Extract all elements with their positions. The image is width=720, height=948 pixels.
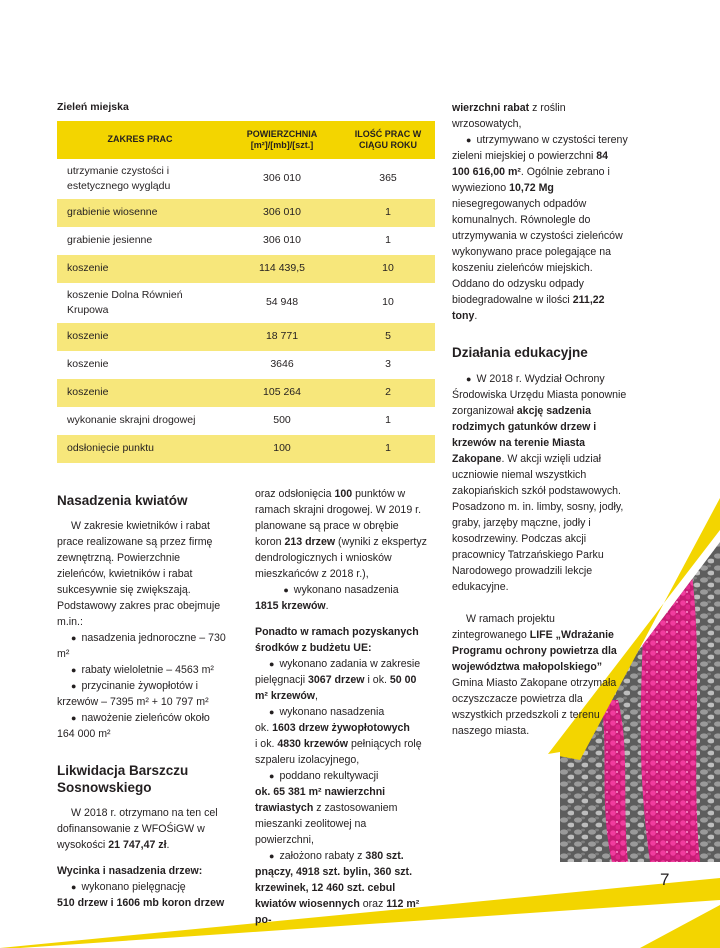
- hogweed-paragraph: [57, 805, 229, 853]
- text: W ramach projektu zintegrowanego: [452, 613, 555, 641]
- row-area: 306 010: [223, 199, 341, 227]
- text: oraz odsłonięcia: [255, 488, 335, 500]
- table-row: [57, 283, 435, 323]
- bullet-tree-care: ● wykonano pielęgnację: [57, 879, 229, 895]
- row-name: koszenie: [57, 379, 223, 407]
- table-header-row: [57, 121, 435, 159]
- table-row: [57, 323, 435, 351]
- bullet-plantings: ● wykonano nasadzenia: [255, 704, 427, 720]
- hedge-trees: [255, 720, 427, 736]
- isolation-shrubs: [255, 736, 427, 768]
- grass-area: ok. 65 381 m² nawierzchni trawiastych: [255, 786, 386, 814]
- bullet-perennials: ● rabaty wieloletnie – 4563 m²: [57, 662, 229, 678]
- trees-care-count: 3067 drzew: [308, 674, 365, 686]
- text: z roślin wrzosowatych,: [452, 102, 566, 130]
- row-area: 500: [273, 414, 291, 427]
- row-name: koszenie: [57, 323, 223, 351]
- text: założono rabaty z: [279, 850, 366, 862]
- works-table: [57, 121, 435, 463]
- points-count: 100: [334, 488, 353, 500]
- bullet-reclamation: ● poddano rekultywacji: [255, 768, 427, 784]
- text: .: [474, 310, 478, 322]
- text: W 2018 r. otrzymano na ten cel dofinansowanie z WFOŚiGW w wysokości: [57, 807, 218, 851]
- middle-column: [255, 486, 427, 928]
- heading-education: Działania edukacyjne: [452, 345, 588, 360]
- text: .: [325, 600, 329, 612]
- row-name: koszenie Dolna Równień Krupowa: [67, 288, 183, 316]
- flowers-paragraph: W zakresie kwietników i rabat prace realizowane są przez firmę zewnętrzną. Powierzchnie zieleńców, kwietników i rabat sukcesywnie się zwiększają. Podstawowy zakres prac obejmuje m.in.:: [57, 520, 221, 628]
- flowerbeds-area: 112 m² po-: [255, 898, 420, 926]
- tree-care-amount: 510 drzew i 1606 mb koron drzew: [57, 897, 225, 909]
- row-name: odsłonięcie punktu: [57, 435, 223, 463]
- row-area: 18 771: [223, 323, 341, 351]
- text: niesegregowanych odpadów komunalnych. Równolegle do utrzymywania w czystości zieleńców wykonywano prace polegające na koszeniu zieleńców miejskich. Oddano do odzysku odpady biodegradowalne w ilości: [452, 198, 623, 306]
- bullet-flowerbeds: [255, 848, 427, 928]
- page-number: 7: [660, 870, 670, 889]
- header-area: POWIERZCHNIA [m²]/[mb]/[szt.]: [223, 121, 341, 159]
- biowaste-amount: 211,22 tony: [452, 294, 605, 322]
- row-area: 54 948: [265, 296, 299, 309]
- waste-amount: 10,72 Mg: [509, 182, 554, 194]
- row-area: 3646: [270, 358, 294, 371]
- row-count: 10: [382, 296, 394, 309]
- row-count: 1: [341, 199, 435, 227]
- row-area: 105 264: [223, 379, 341, 407]
- bullet-cleaning: [452, 132, 628, 324]
- bullet-fertilizing: ● nawożenie zieleńców około 164 000 m²: [57, 710, 229, 742]
- row-count: 5: [341, 323, 435, 351]
- left-column: [57, 492, 229, 911]
- table-section-title: Zieleń miejska: [57, 101, 129, 113]
- text: punktów w ramach skrajni drogowej. W 2019 r. planowane są prace w obrębie koron: [255, 488, 422, 548]
- row-count: 365: [379, 172, 397, 185]
- heading-eu-funds: Ponadto w ramach pozyskanych środków z budżetu UE:: [255, 626, 419, 654]
- row-area: 114 439,5: [223, 255, 341, 283]
- table-row: [57, 255, 435, 283]
- row-count: 1: [385, 234, 391, 247]
- row-count: 2: [341, 379, 435, 407]
- row-name: grabienie wiosenne: [57, 199, 223, 227]
- header-count: ILOŚĆ PRAC W CIĄGU ROKU: [341, 121, 435, 159]
- row-name: koszenie: [57, 255, 223, 283]
- life-project-name: LIFE „Wdrażanie Programu ochrony powietrza dla województwa małopolskiego”: [452, 629, 617, 673]
- row-name: koszenie: [67, 358, 109, 371]
- trees-count: 213 drzew: [284, 536, 336, 548]
- header-scope: ZAKRES PRAC: [57, 121, 223, 159]
- text: ,: [315, 690, 318, 702]
- reclamation-detail: [255, 784, 427, 848]
- table-row: [57, 407, 435, 435]
- row-name: utrzymanie czystości i estetycznego wyglądu: [67, 164, 171, 192]
- table-row: [57, 351, 435, 379]
- flowerbeds-plants: 380 szt. pnączy, 4918 szt. bylin, 360 szt. krzewinek, 12 460 szt. cebul kwiatów wiosennych: [255, 850, 413, 910]
- isolation-shrubs-count: 4830 krzewów: [277, 738, 349, 750]
- row-count: 1: [385, 414, 391, 427]
- middle-paragraph: [255, 486, 427, 582]
- row-area: 100: [223, 435, 341, 463]
- text: wykonano zadania w zakresie pielęgnacji: [255, 658, 421, 686]
- text: W 2018 r. Wydział Ochrony Środowiska Urzędu Miasta ponownie zorganizował: [452, 373, 627, 417]
- bullet-education: [452, 371, 628, 595]
- text: Gmina Miasto Zakopane otrzymała oczyszczacze powietrza dla wszystkich przedszkoli z terenu naszego miasta.: [452, 677, 617, 737]
- row-count: 10: [341, 255, 435, 283]
- row-name: grabienie jesienne: [67, 234, 153, 247]
- row-area: 306 010: [263, 172, 301, 185]
- row-name: wykonanie skrajni drogowej: [67, 414, 196, 427]
- right-column: [452, 100, 628, 739]
- bullet-hedges: ● przycinanie żywopłotów i krzewów – 7395 m² + 10 797 m²: [57, 678, 229, 710]
- heading-hogweed: Likwidacja Barszczu Sosnowskiego: [57, 763, 189, 795]
- text: i ok.: [255, 738, 278, 750]
- text: . Ogólnie zebrano i wywieziono: [452, 166, 610, 194]
- text: (wyniki z ekspertyz dendrologicznych i wniosków mieszkańców z 2018 r.),: [255, 536, 427, 580]
- row-count: 3: [385, 358, 391, 371]
- life-project-paragraph: [452, 611, 628, 739]
- text: i ok.: [364, 674, 390, 686]
- row-area: 306 010: [263, 234, 301, 247]
- shrubs-amount: [255, 598, 427, 614]
- text: utrzymywano w czystości tereny zieleni miejskiej o powierzchni: [452, 134, 628, 162]
- cleaned-area: 84 100 616,00 m²: [452, 150, 609, 178]
- text: .: [166, 839, 170, 851]
- text: ok.: [255, 722, 273, 734]
- shrubs-area: 50 00 m² krzewów: [255, 674, 417, 702]
- table-row: [57, 227, 435, 255]
- planting-action: akcję sadzenia rodzimych gatunków drzew i krzewów na terenie Miasta Zakopane: [452, 405, 597, 465]
- bullet-care-tasks: [255, 656, 427, 704]
- table-row: [57, 159, 435, 199]
- row-count: 1: [341, 435, 435, 463]
- right-continuation: [452, 100, 628, 132]
- hedge-trees-count: 1603 drzew żywopłotowych: [272, 722, 410, 734]
- heading-flowers: Nasadzenia kwiatów: [57, 493, 188, 508]
- funding-amount: 21 747,47 zł: [108, 839, 167, 851]
- shrubs-count: 1815 krzewów: [255, 600, 326, 612]
- heading-trees: Wycinka i nasadzenia drzew:: [57, 865, 203, 877]
- flowerbed-label: wierzchni rabat: [452, 102, 530, 114]
- table-row: [57, 379, 435, 407]
- text: z zastosowaniem mieszanki zeolitowej na powierzchni,: [255, 802, 398, 846]
- table-row: [57, 199, 435, 227]
- bullet-annuals: ● nasadzenia jednoroczne – 730 m²: [57, 630, 229, 662]
- text: oraz: [359, 898, 387, 910]
- text: . W akcji wzięli udział uczniowie niemal wszystkich zakopiańskich szkół podstawowych. Posadzono m. in. limby, sosny, jodły, graby, jarzęby mączne, jodły i kosodrzewiny. Podczas akcji pracownicy Tatrzańskiego Parku Narodowego prowadzili lekcje edukacyjne.: [452, 453, 624, 593]
- table-row: [57, 435, 435, 463]
- text: pełniących rolę szpaleru izolacyjnego,: [255, 738, 422, 766]
- bullet-shrubs-planted: ● wykonano nasadzenia: [255, 582, 427, 598]
